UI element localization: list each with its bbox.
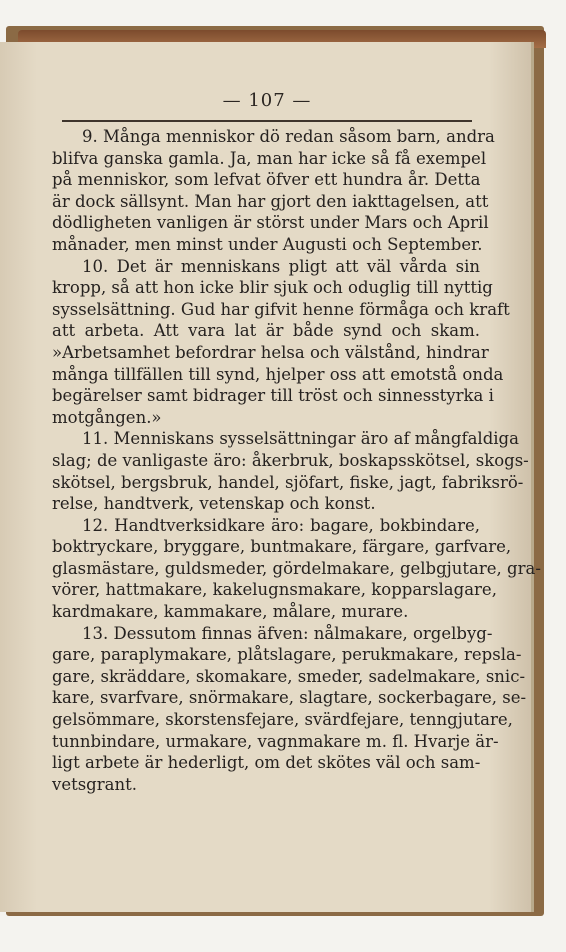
text-line-31: vetsgrant. bbox=[52, 774, 137, 794]
text-line-28: gelsömmare, skorstensfejare, svärdfejare, tenngjutare, bbox=[52, 710, 513, 730]
text-line-3: på menniskor, som lefvat öfver ett hundra år. Detta bbox=[52, 170, 481, 190]
text-line-23: kardmakare, kammakare, målare, murare. bbox=[52, 602, 409, 622]
page-text bbox=[52, 126, 541, 795]
page-number: — 107 — bbox=[222, 90, 312, 111]
text-line-27: kare, svarfvare, snörmakare, slagtare, sockerbagare, se- bbox=[52, 688, 527, 708]
text-line-11: »Arbetsamhet befordrar helsa och välstånd, hindrar bbox=[52, 342, 489, 362]
text-line-21: glasmästare, guldsmeder, gördelmakare, gelbgjutare, gra- bbox=[52, 558, 541, 578]
text-line-13: begärelser samt bidrager till tröst och sinnesstyrka i bbox=[52, 386, 494, 406]
text-line-14: motgången.» bbox=[52, 407, 162, 427]
text-line-6: månader, men minst under Augusti och September. bbox=[52, 234, 483, 254]
text-line-17: skötsel, bergsbruk, handel, sjöfart, fiske, jagt, fabriksrö- bbox=[52, 472, 524, 492]
text-line-29: tunnbindare, urmakare, vagnmakare m. fl. Hvarje är- bbox=[52, 731, 499, 751]
text-line-15: 11. Menniskans sysselsättningar äro af mångfaldiga bbox=[82, 429, 519, 449]
text-line-22: vörer, hattmakare, kakelugnsmakare, kopparslagare, bbox=[52, 580, 497, 600]
text-line-18: relse, handtverk, vetenskap och konst. bbox=[52, 494, 376, 514]
text-line-16: slag; de vanligaste äro: åkerbruk, boskapsskötsel, skogs- bbox=[52, 450, 529, 470]
text-line-10: att arbeta. Att vara lat är både synd och skam. bbox=[52, 321, 480, 341]
text-line-9: sysselsättning. Gud har gifvit henne förmåga och kraft bbox=[52, 299, 510, 319]
text-line-19: 12. Handtverksidkare äro: bagare, bokbindare, bbox=[82, 515, 480, 535]
text-line-5: dödligheten vanligen är störst under Mars och April bbox=[52, 213, 489, 233]
text-line-30: ligt arbete är hederligt, om det skötes väl och sam- bbox=[52, 753, 481, 773]
text-line-4: är dock sällsynt. Man har gjort den iakttagelsen, att bbox=[52, 191, 489, 211]
text-line-26: gare, skräddare, skomakare, smeder, sadelmakare, snic- bbox=[52, 666, 526, 686]
header-rule bbox=[62, 120, 472, 122]
text-line-8: kropp, så att hon icke blir sjuk och oduglig till nyttig bbox=[52, 278, 493, 298]
text-line-7: 10. Det är menniskans pligt att väl vårda sin bbox=[82, 256, 480, 276]
text-line-20: boktryckare, bryggare, buntmakare, färgare, garfvare, bbox=[52, 537, 512, 557]
text-line-24: 13. Dessutom finnas äfven: nålmakare, orgelbyg- bbox=[82, 623, 493, 643]
book-page bbox=[0, 42, 541, 912]
text-line-25: gare, paraplymakare, plåtslagare, perukmakare, repsla- bbox=[52, 645, 522, 665]
text-line-12: många tillfällen till synd, hjelper oss att emotstå onda bbox=[52, 364, 504, 384]
text-line-1: 9. Många menniskor dö redan såsom barn, andra bbox=[82, 127, 495, 146]
text-line-2: blifva ganska gamla. Ja, man har icke så få exempel bbox=[52, 148, 487, 168]
